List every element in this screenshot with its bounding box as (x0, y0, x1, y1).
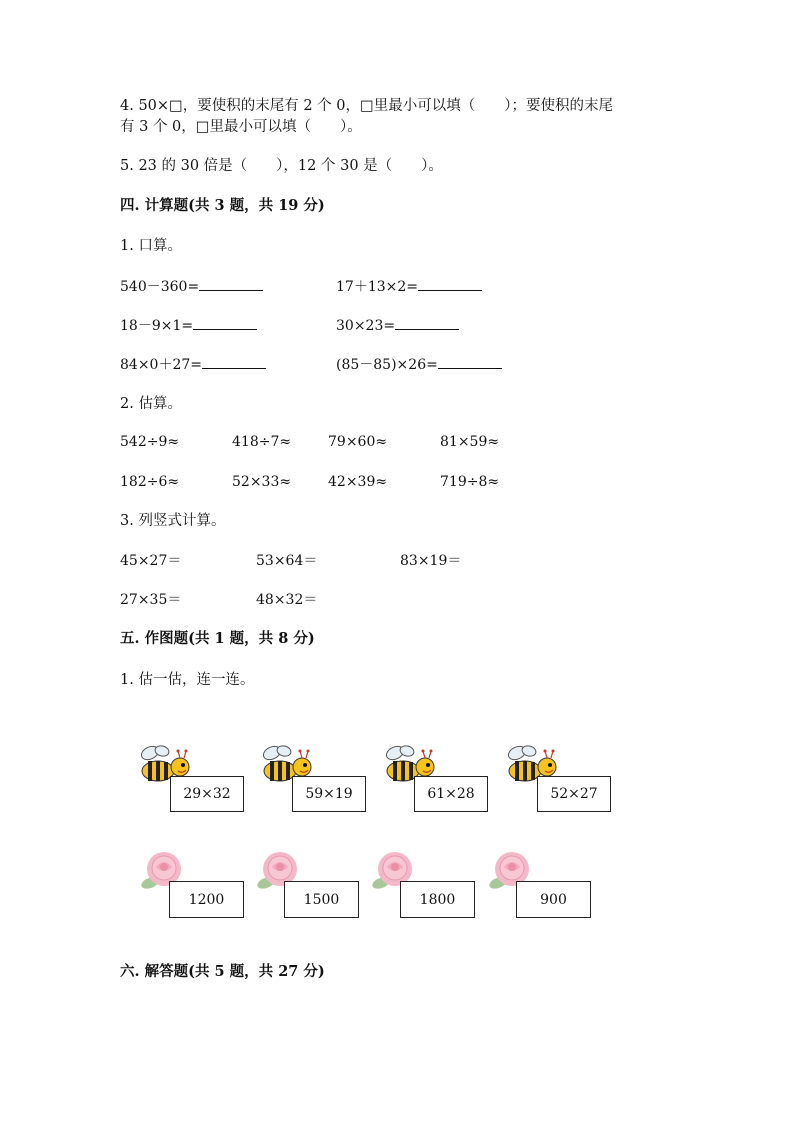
bee-expression-label: 29×32 (183, 786, 231, 802)
vertical-calc-item: 45×27＝ (120, 553, 182, 569)
estimate-item: 182÷6≈ (120, 474, 180, 490)
bee-expression-label: 52×27 (550, 786, 598, 802)
q4-line2: 有 3 个 0，□里最小可以填（ ）。 (120, 119, 362, 135)
rose-number-box (284, 881, 359, 918)
rose-number-label: 900 (540, 891, 567, 908)
oral-calc-item: (85－85)×26= (336, 354, 502, 375)
estimate-item: 542÷9≈ (120, 434, 180, 450)
estimate-item: 719÷8≈ (440, 474, 500, 490)
bee-expression-box (292, 776, 366, 812)
oral-calc-item: 540－360= (120, 276, 263, 297)
oral-calc-item: 18－9×1= (120, 315, 257, 336)
vertical-calc-item: 48×32＝ (256, 592, 318, 608)
rose-number-label: 1200 (188, 891, 225, 908)
rose-number-box (516, 881, 591, 918)
estimate-item: 79×60≈ (328, 434, 388, 450)
s5-q1-title: 1. 估一估，连一连。 (120, 672, 255, 688)
rose-number-label: 1500 (303, 891, 340, 908)
estimate-item: 42×39≈ (328, 474, 388, 490)
bee-expression-box (170, 776, 244, 812)
bee-expression-box (537, 776, 611, 812)
oral-calc-item: 30×23= (336, 315, 459, 336)
section5-heading: 五. 作图题(共 1 题，共 8 分) (120, 630, 315, 647)
s4-q3-title: 3. 列竖式计算。 (120, 513, 226, 529)
rose-number-label: 1800 (419, 891, 456, 908)
vertical-calc-item: 27×35＝ (120, 592, 182, 608)
s4-q2-title: 2. 估算。 (120, 396, 182, 412)
q5-text: 5. 23 的 30 倍是（ ），12 个 30 是（ ）。 (120, 158, 443, 174)
s4-q1-title: 1. 口算。 (120, 238, 182, 254)
vertical-calc-item: 83×19＝ (400, 553, 462, 569)
bee-expression-box (414, 776, 488, 812)
vertical-calc-item: 53×64＝ (256, 553, 318, 569)
oral-calc-item: 84×0＋27= (120, 354, 266, 375)
bee-expression-label: 61×28 (427, 786, 475, 802)
rose-number-box (169, 881, 244, 918)
estimate-item: 81×59≈ (440, 434, 500, 450)
oral-calc-item: 17＋13×2= (336, 276, 482, 297)
q4-line1: 4. 50×□，要使积的末尾有 2 个 0，□里最小可以填（ ）；要使积的末尾 (120, 98, 613, 114)
bee-expression-label: 59×19 (305, 786, 353, 802)
estimate-item: 52×33≈ (232, 474, 292, 490)
rose-number-box (400, 881, 475, 918)
section6-heading: 六. 解答题(共 5 题，共 27 分) (120, 963, 325, 980)
estimate-item: 418÷7≈ (232, 434, 292, 450)
section4-heading: 四. 计算题(共 3 题，共 19 分) (120, 197, 325, 214)
